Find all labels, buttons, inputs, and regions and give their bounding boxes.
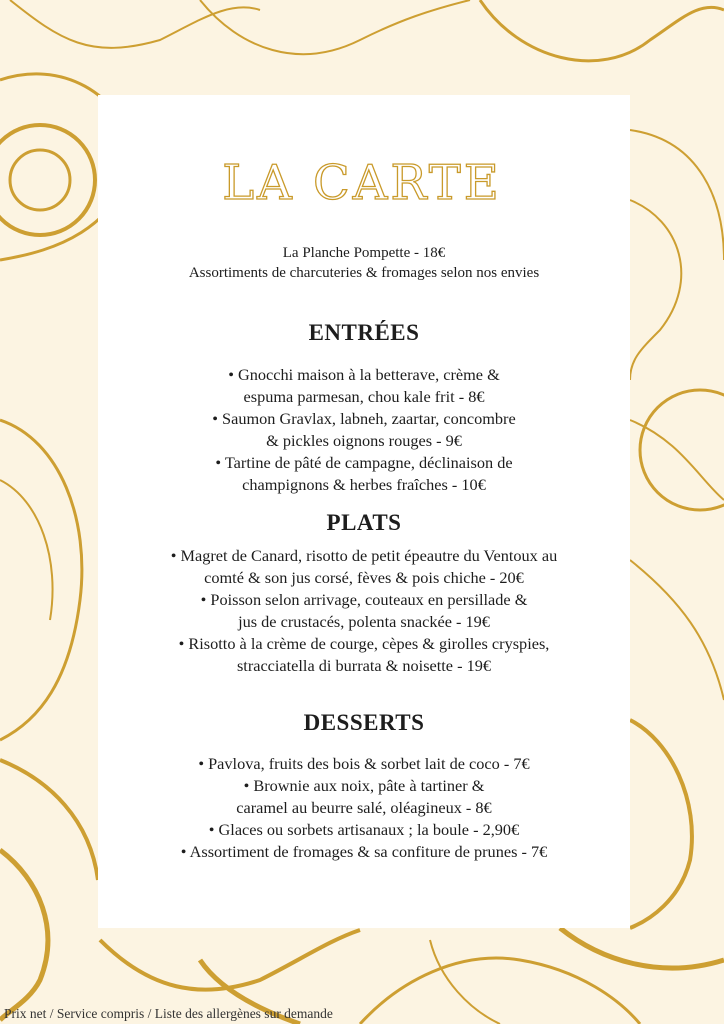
menu-line: • Poisson selon arrivage, couteaux en persillade & bbox=[200, 590, 528, 609]
menu-line: • Pavlova, fruits des bois & sorbet lait de coco - 7€ bbox=[198, 754, 530, 773]
menu-line: • Risotto à la crème de courge, cèpes & girolles cryspies, bbox=[178, 634, 550, 653]
section-heading-desserts: DESSERTS bbox=[303, 710, 425, 735]
menu-line: espuma parmesan, chou kale frit - 8€ bbox=[243, 387, 485, 406]
intro-line: Assortiments de charcuteries & fromages selon nos envies bbox=[188, 265, 540, 281]
section-items-entrees bbox=[98, 364, 630, 496]
menu-line: • Saumon Gravlax, labneh, zaartar, concombre bbox=[212, 409, 516, 428]
menu-line: caramel au beurre salé, oléagineux - 8€ bbox=[236, 798, 492, 817]
menu-line: jus de crustacés, polenta snackée - 19€ bbox=[238, 612, 490, 631]
section-heading-entrees: ENTRÉES bbox=[308, 320, 420, 345]
menu-line: • Magret de Canard, risotto de petit épeautre du Ventoux au bbox=[170, 546, 558, 565]
menu-line: & pickles oignons rouges - 9€ bbox=[266, 431, 462, 450]
intro-line: La Planche Pompette - 18€ bbox=[282, 245, 446, 261]
planche-intro bbox=[98, 243, 630, 283]
menu-line: • Brownie aux noix, pâte à tartiner & bbox=[243, 776, 485, 795]
menu-line: • Tartine de pâté de campagne, déclinaison de bbox=[215, 453, 513, 472]
section-items-plats bbox=[98, 545, 630, 677]
section-items-desserts bbox=[98, 753, 630, 863]
menu-line: • Assortiment de fromages & sa confiture de prunes - 7€ bbox=[180, 842, 548, 861]
menu-line: • Gnocchi maison à la betterave, crème & bbox=[228, 365, 500, 384]
section-heading-plats: PLATS bbox=[326, 510, 402, 535]
menu-line: champignons & herbes fraîches - 10€ bbox=[242, 475, 486, 494]
footer-note: Prix net / Service compris / Liste des allergènes sur demande bbox=[4, 1006, 333, 1021]
menu-line: comté & son jus corsé, fèves & pois chiche - 20€ bbox=[204, 568, 524, 587]
menu-title: LA CARTE bbox=[222, 155, 502, 211]
menu-line: stracciatella di burrata & noisette - 19€ bbox=[236, 656, 492, 675]
menu-line: • Glaces ou sorbets artisanaux ; la boule - 2,90€ bbox=[208, 820, 520, 839]
